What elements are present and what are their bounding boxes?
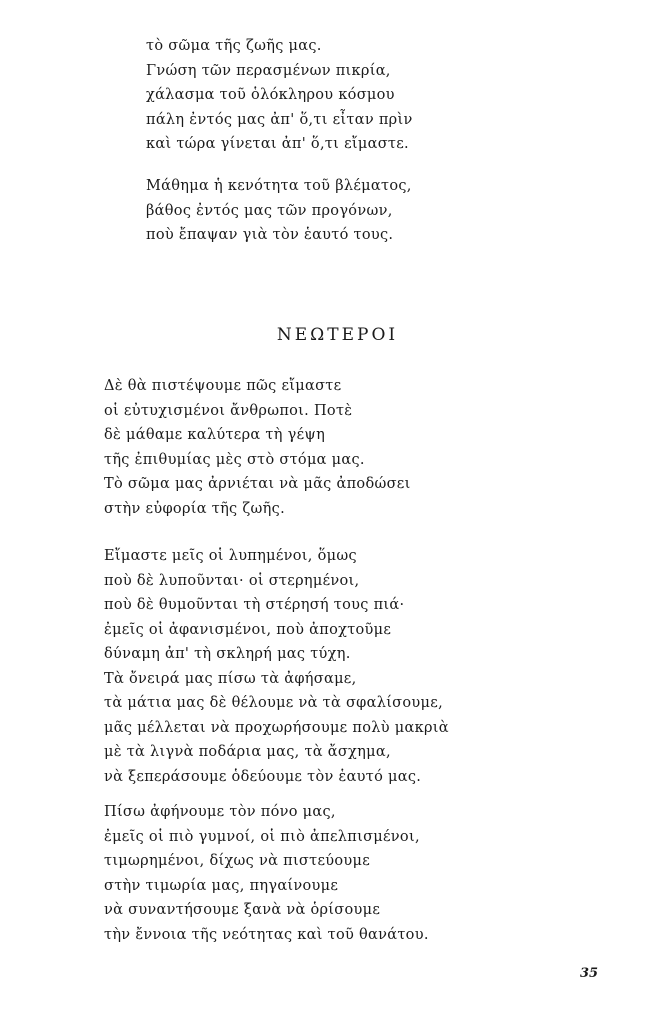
poem-line: μὲ τὰ λιγνὰ ποδάρια μας, τὰ ἄσχημα, [104, 744, 391, 760]
poem-line: ποὺ δὲ λυποῦνται· οἱ στερημένοι, [104, 572, 360, 589]
poem-line: δὲ μάθαμε καλύτερα τὴ γέψη [104, 427, 326, 443]
poem-line: χάλασμα τοῦ ὁλόκληρου κόσμου [146, 87, 395, 103]
poem-line: νὰ συναντήσουμε ξανὰ νὰ ὁρίσουμε [104, 902, 381, 918]
stanza [146, 174, 412, 248]
poem-line: μᾶς μέλλεται νὰ προχωρήσουμε πολὺ μακριὰ [104, 719, 449, 736]
poem-title: ΝΕΩΤΕΡΟΙ [276, 325, 399, 345]
poem-line: ἐμεῖς οἱ πιὸ γυμνοί, οἱ πιὸ ἀπελπισμένοι, [104, 828, 420, 845]
poem-line: Δὲ θὰ πιστέψουμε πῶς εἴμαστε [104, 378, 342, 394]
poem-line: πάλη ἐντός μας ἀπ' ὅ,τι εἶταν πρὶν [146, 111, 413, 128]
poem-line: ποὺ ἔπαψαν γιὰ τὸν ἑαυτό τους. [146, 227, 394, 243]
poem-line: Γνώση τῶν περασμένων πικρία, [146, 62, 391, 79]
poem-line: νὰ ξεπεράσουμε ὁδεύουμε τὸν ἑαυτό μας. [104, 768, 422, 785]
poem-line: Εἴμαστε μεῖς οἱ λυπημένοι, ὅμως [104, 548, 357, 564]
poem-line: Πίσω ἀφήνουμε τὸν πόνο μας, [104, 804, 336, 820]
poem-line: στὴν τιμωρία μας, πηγαίνουμε [104, 877, 339, 894]
poem-line: ἐμεῖς οἱ ἀφανισμένοι, ποὺ ἀποχτοῦμε [104, 621, 392, 638]
poem-line: Τὰ ὄνειρά μας πίσω τὰ ἀφήσαμε, [104, 670, 357, 687]
poem-line: ποὺ δὲ θυμοῦνται τὴ στέρησή τους πιά· [104, 597, 405, 613]
poem-line: δύναμη ἀπ' τὴ σκληρή μας τύχη. [104, 646, 351, 662]
stanza [104, 544, 449, 789]
poem-line: βάθος ἐντός μας τῶν προγόνων, [146, 202, 393, 219]
poem-line: Τὸ σῶμα μας ἀρνιέται νὰ μᾶς ἀποδώσει [104, 476, 411, 492]
poem-line: τὸ σῶμα τῆς ζωῆς μας. [146, 38, 322, 54]
poem-line: Μάθημα ἡ κενότητα τοῦ βλέματος, [146, 178, 412, 194]
page-number: 35 [580, 966, 599, 981]
stanza [104, 374, 411, 521]
poem-line: καὶ τώρα γίνεται ἀπ' ὅ,τι εἴμαστε. [146, 136, 409, 152]
poem-line: τιμωρημένοι, δίχως νὰ πιστεύουμε [104, 853, 371, 869]
stanza [104, 800, 429, 947]
poem-line: στὴν εὐφορία τῆς ζωῆς. [104, 500, 285, 517]
poem-line: τὴν ἔννοια τῆς νεότητας καὶ τοῦ θανάτου. [104, 926, 429, 943]
poem-line: τῆς ἐπιθυμίας μὲς στὸ στόμα μας. [104, 451, 365, 468]
poem-line: τὰ μάτια μας δὲ θέλουμε νὰ τὰ σφαλίσουμε, [104, 695, 443, 711]
stanza [146, 34, 413, 157]
poem-line: οἱ εὐτυχισμένοι ἄνθρωποι. Ποτὲ [104, 402, 353, 419]
